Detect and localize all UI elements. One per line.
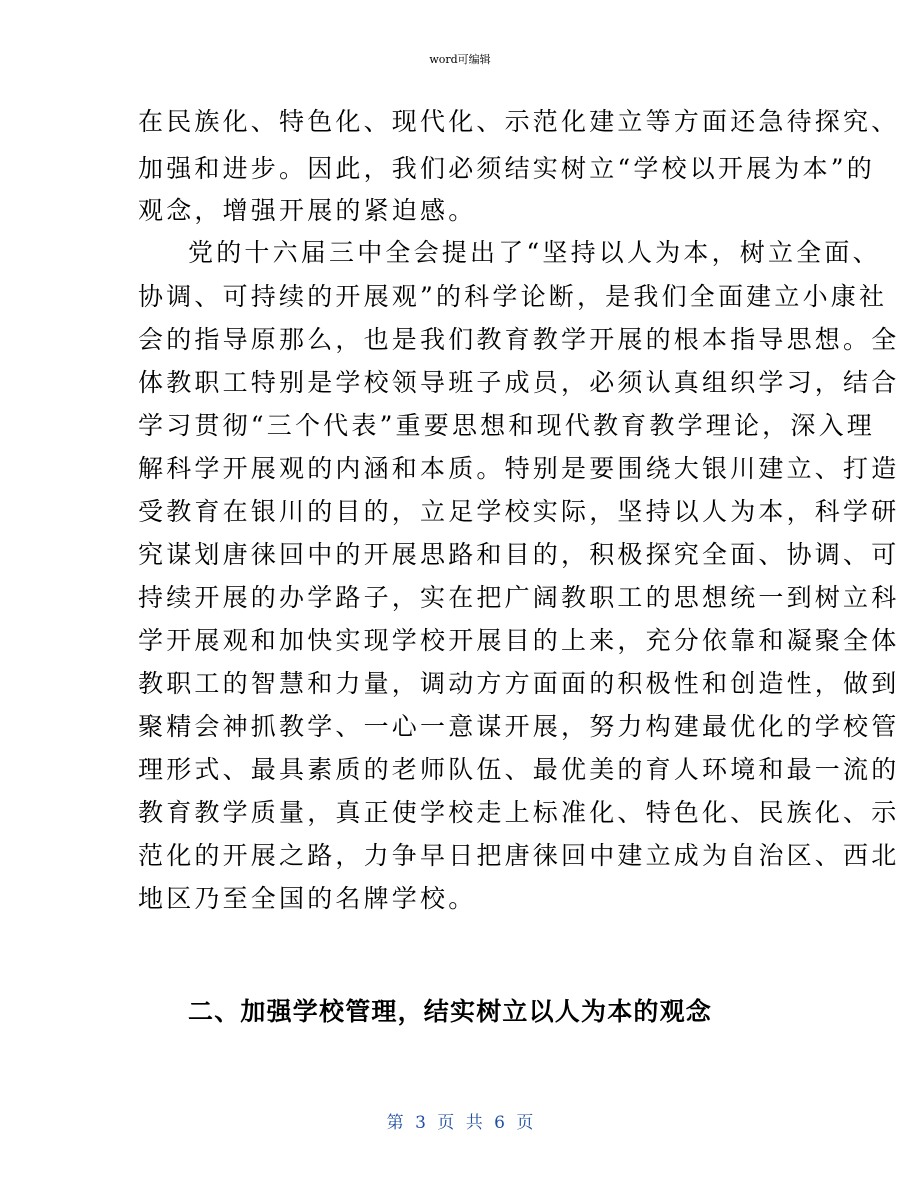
paragraph-line: 协调、可持续的开展观”的科学论断，是我们全面建立小康社 xyxy=(138,282,888,311)
paragraph-line: 观念，增强开展的紧迫感。 xyxy=(138,196,477,225)
paragraph-line: 学开展观和加快实现学校开展目的上来，充分依靠和凝聚全体 xyxy=(138,626,900,655)
section-heading: 二、加强学校管理，结实树立以人为本的观念 xyxy=(188,997,713,1026)
paragraph-line: 聚精会神抓教学、一心一意谋开展，努力构建最优化的学校管 xyxy=(138,712,900,741)
paragraph-line: 理形式、最具素质的老师队伍、最优美的育人环境和最一流的 xyxy=(138,755,900,784)
paragraph-line: 究谋划唐徕回中的开展思路和目的，积极探究全面、协调、可 xyxy=(138,540,900,569)
paragraph-line: 在民族化、特色化、现代化、示范化建立等方面还急待探究、 xyxy=(138,107,900,136)
paragraph-line: 受教育在银川的目的，立足学校实际，坚持以人为本，科学研 xyxy=(138,497,900,526)
paragraph-line: 体教职工特别是学校领导班子成员，必须认真组织学习，结合 xyxy=(138,368,900,397)
page-header: word可编辑 xyxy=(429,53,491,66)
paragraph-line: 党的十六届三中全会提出了“坚持以人为本，树立全面、 xyxy=(188,238,881,267)
paragraph-line: 解科学开展观的内涵和本质。特别是要围绕大银川建立、打造 xyxy=(138,454,900,483)
paragraph-line: 会的指导原那么，也是我们教育教学开展的根本指导思想。全 xyxy=(138,325,900,354)
paragraph-line: 范化的开展之路，力争早日把唐徕回中建立成为自治区、西北 xyxy=(138,841,900,870)
paragraph-line: 地区乃至全国的名牌学校。 xyxy=(138,884,477,913)
paragraph-line: 教育教学质量，真正使学校走上标准化、特色化、民族化、示 xyxy=(138,798,900,827)
page-number-footer: 第 3 页 共 6 页 xyxy=(386,1113,534,1133)
paragraph-line: 加强和进步。因此，我们必须结实树立“学校以开展为本”的 xyxy=(138,154,875,183)
paragraph-line: 持续开展的办学路子，实在把广阔教职工的思想统一到树立科 xyxy=(138,583,900,612)
paragraph-line: 学习贯彻“三个代表”重要思想和现代教育教学理论，深入理 xyxy=(138,411,875,440)
paragraph-line: 教职工的智慧和力量，调动方方面面的积极性和创造性，做到 xyxy=(138,669,900,698)
